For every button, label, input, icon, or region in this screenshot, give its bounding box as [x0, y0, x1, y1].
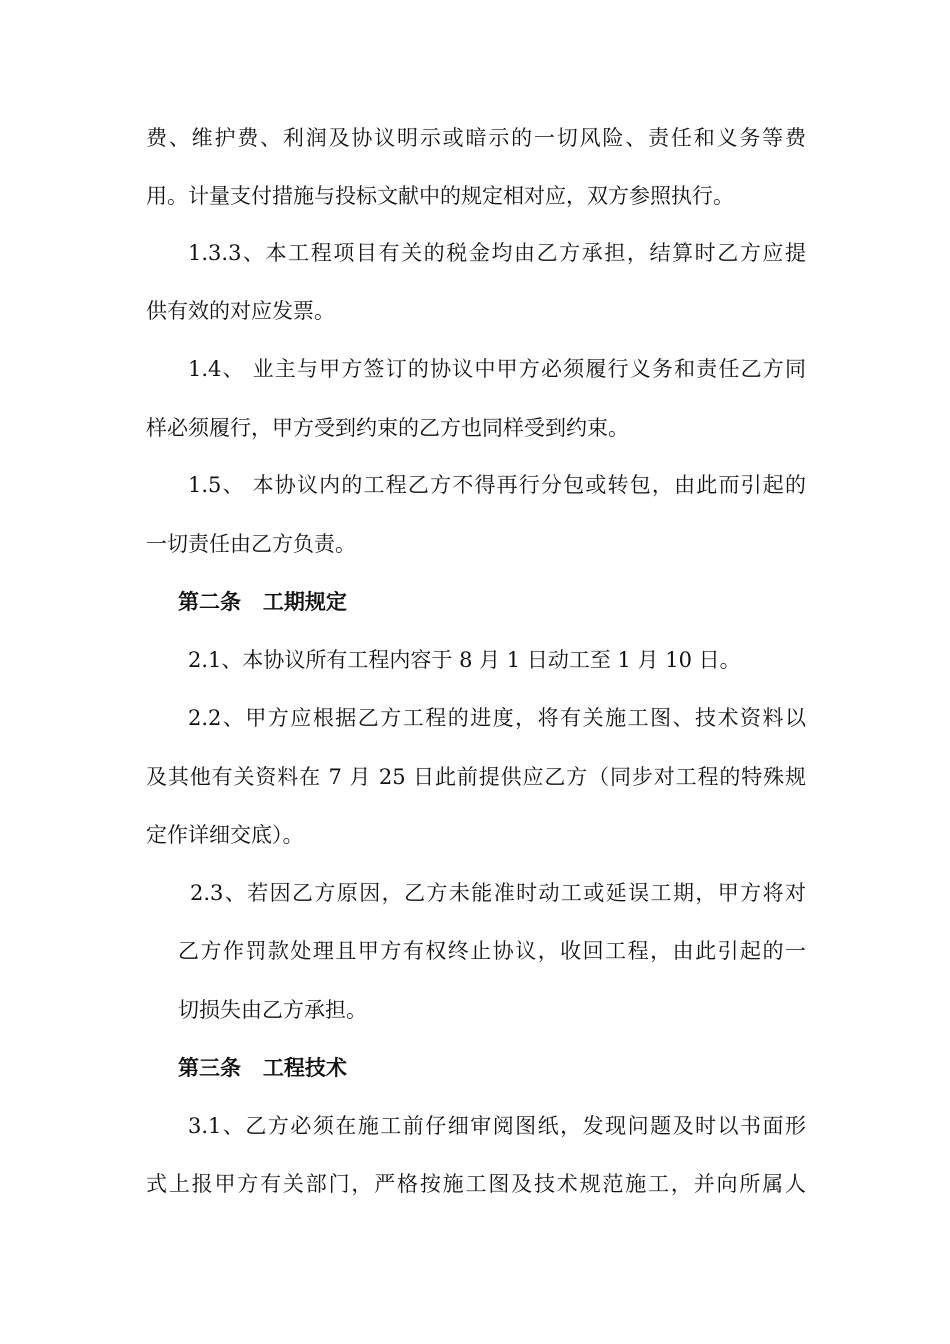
clause-1-3-3-line: 1.3.3、本工程项目有关的税金均由乙方承担，结算时乙方应提	[188, 241, 806, 265]
section-heading-2: 第二条 工期规定	[178, 589, 347, 614]
paragraph-line: 费、维护费、利润及协议明示或暗示的一切风险、责任和义务等费	[146, 126, 806, 150]
paragraph-line: 定作详细交底）。	[146, 823, 304, 847]
clause-2-2-line: 2.2、甲方应根据乙方工程的进度，将有关施工图、技术资料以	[188, 706, 806, 730]
paragraph-line: 供有效的对应发票。	[146, 299, 335, 323]
clause-2-1-line: 2.1、本协议所有工程内容于 8 月 1 日动工至 1 月 10 日。	[188, 648, 741, 672]
clause-3-1-line: 3.1、乙方必须在施工前仔细审阅图纸，发现问题及时以书面形	[188, 1114, 806, 1138]
section-heading-3: 第三条 工程技术	[178, 1055, 347, 1080]
paragraph-line: 样必须履行，甲方受到约束的乙方也同样受到约束。	[146, 416, 629, 440]
paragraph-line: 切损失由乙方承担。	[178, 998, 367, 1022]
paragraph-line: 乙方作罚款处理且甲方有权终止协议，收回工程，由此引起的一	[178, 939, 806, 963]
paragraph-line: 式上报甲方有关部门，严格按施工图及技术规范施工，并向所属人	[146, 1172, 806, 1196]
clause-2-3-line: 2.3、若因乙方原因，乙方未能准时动工或延误工期，甲方将对	[190, 881, 806, 905]
paragraph-line: 及其他有关资料在 7 月 25 日此前提供应乙方（同步对工程的特殊规	[146, 765, 806, 789]
paragraph-line: 一切责任由乙方负责。	[146, 532, 356, 556]
paragraph-line: 用。计量支付措施与投标文献中的规定相对应，双方参照执行。	[146, 184, 734, 208]
clause-1-5-line: 1.5、 本协议内的工程乙方不得再行分包或转包，由此而引起的	[188, 473, 806, 497]
clause-1-4-line: 1.4、 业主与甲方签订的协议中甲方必须履行义务和责任乙方同	[188, 357, 806, 381]
